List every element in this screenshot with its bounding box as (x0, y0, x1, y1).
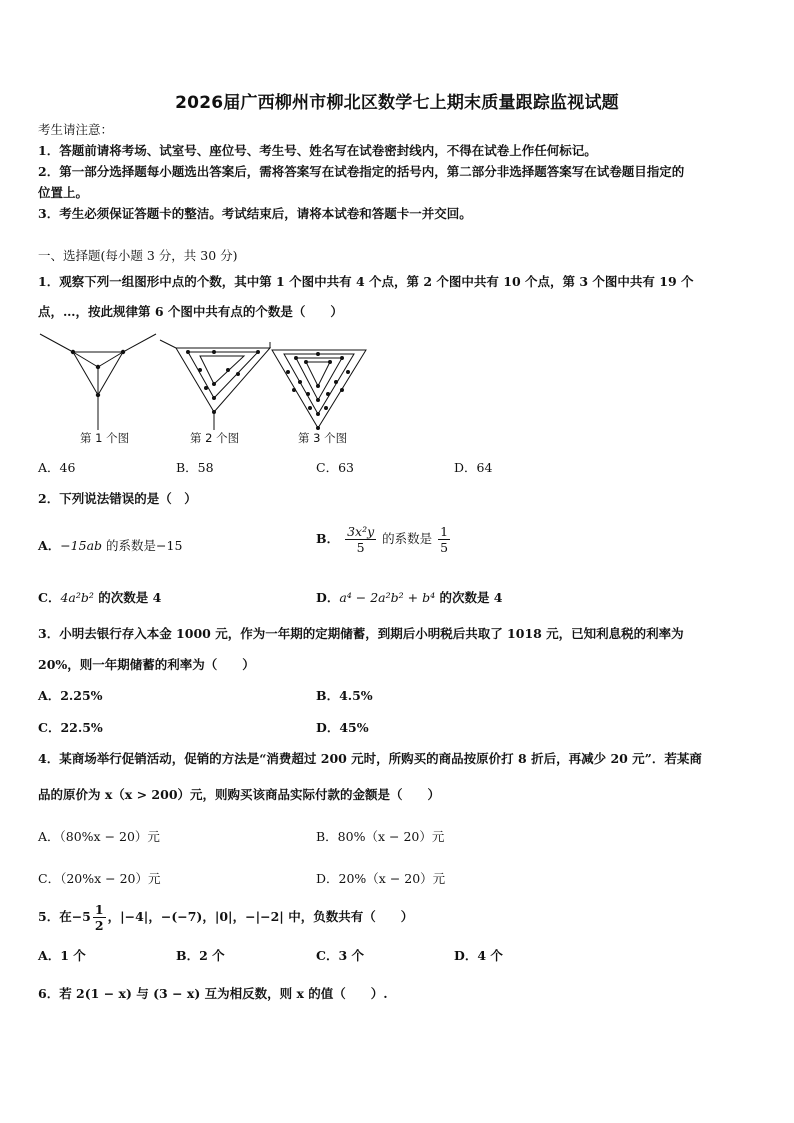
q5-option-b[interactable]: B．2 个 (176, 948, 225, 963)
q2-option-b[interactable]: B． $\frac{\text{3x²y}}{5}$ 的系数是 $\frac{1}{5}$ (316, 524, 449, 555)
notice-item-3: 3．考生必须保证答题卡的整洁。考试结束后，请将本试卷和答题卡一并交回。 (38, 206, 472, 221)
q5-option-a[interactable]: A．1 个 (38, 948, 86, 963)
q1-figures (38, 332, 368, 432)
q4-stem-line2: 品的原价为 x（x > 200）元，则购买该商品实际付款的金额是（ ） (38, 787, 441, 802)
notice-item-1: 1．答题前请将考场、试室号、座位号、考生号、姓名写在试卷密封线内，不得在试卷上作任何标记。 (38, 143, 597, 158)
notice-heading: 考生请注意： (38, 122, 114, 137)
q5-stem: 5．在−5 $\frac{1}{2}$ ，|−4|，−(−7)，|0|，−|−2| 中，负数共有（ ） (38, 902, 414, 933)
q5-option-c[interactable]: C．3 个 (316, 948, 364, 963)
q6-stem: 6．若 2(1 − x) 与 (3 − x) 互为相反数，则 x 的值（ ）. (38, 986, 388, 1001)
q4-option-d[interactable]: D．20%（x − 20）元 (316, 871, 446, 886)
q1-caption-1: 第 1 个图 (80, 431, 130, 445)
q2-b-answer-fraction: $\frac{1}{5}$ (440, 524, 449, 555)
q2-b-fraction: $\frac{\text{3x²y}}{5}$ (347, 524, 375, 555)
q3-option-a[interactable]: A．2.25% (38, 688, 103, 703)
q5-option-d[interactable]: D．4 个 (454, 948, 503, 963)
q1-option-a[interactable]: A．46 (38, 460, 76, 475)
notice-item-2-cont: 位置上。 (38, 185, 89, 200)
q4-stem-line1: 4．某商场举行促销活动，促销的方法是“消费超过 200 元时，所购买的商品按原价打 8 折后，再减少 20 元”．若某商 (38, 751, 702, 766)
q1-option-d[interactable]: D．64 (454, 460, 493, 475)
q2-option-a[interactable]: A．−15ab 的系数是−15 (38, 538, 183, 553)
page-title: 2026届广西柳州市柳北区数学七上期末质量跟踪监视试题 (175, 93, 619, 113)
notice-item-2: 2．第一部分选择题每小题选出答案后，需将答案写在试卷指定的括号内，第二部分非选择题答案写在试卷题目指定的 (38, 164, 685, 179)
q2-stem: 2．下列说法错误的是（ ） (38, 491, 197, 506)
q1-caption-3: 第 3 个图 (298, 431, 348, 445)
q3-stem-line1: 3．小明去银行存入本金 1000 元，作为一年期的定期储蓄，到期后小明税后共取了 1018 元，已知利息税的利率为 (38, 626, 684, 641)
q2-option-d[interactable]: D．a⁴ − 2a²b² + b⁴ 的次数是 4 (316, 590, 503, 605)
q4-option-c[interactable]: C．（20%x − 20）元 (38, 871, 161, 886)
q3-option-d[interactable]: D．45% (316, 720, 369, 735)
q4-option-a[interactable]: A．（80%x − 20）元 (38, 829, 160, 844)
q3-option-c[interactable]: C．22.5% (38, 720, 103, 735)
q3-option-b[interactable]: B．4.5% (316, 688, 373, 703)
q3-stem-line2: 20%，则一年期储蓄的利率为（ ） (38, 657, 255, 672)
q1-stem-line2: 点，…，按此规律第 6 个图中共有点的个数是（ ） (38, 304, 343, 319)
q5-fraction: $\frac{1}{2}$ (94, 902, 104, 933)
q2-option-c[interactable]: C．4a²b² 的次数是 4 (38, 590, 162, 605)
q1-option-c[interactable]: C．63 (316, 460, 354, 475)
section-heading: 一、选择题(每小题 3 分，共 30 分) (38, 248, 238, 263)
q4-option-b[interactable]: B．80%（x − 20）元 (316, 829, 445, 844)
q1-option-b[interactable]: B．58 (176, 460, 214, 475)
q1-caption-2: 第 2 个图 (190, 431, 240, 445)
q1-stem-line1: 1．观察下列一组图形中点的个数，其中第 1 个图中共有 4 个点，第 2 个图中共有 10 个点，第 3 个图中共有 19 个 (38, 274, 694, 289)
